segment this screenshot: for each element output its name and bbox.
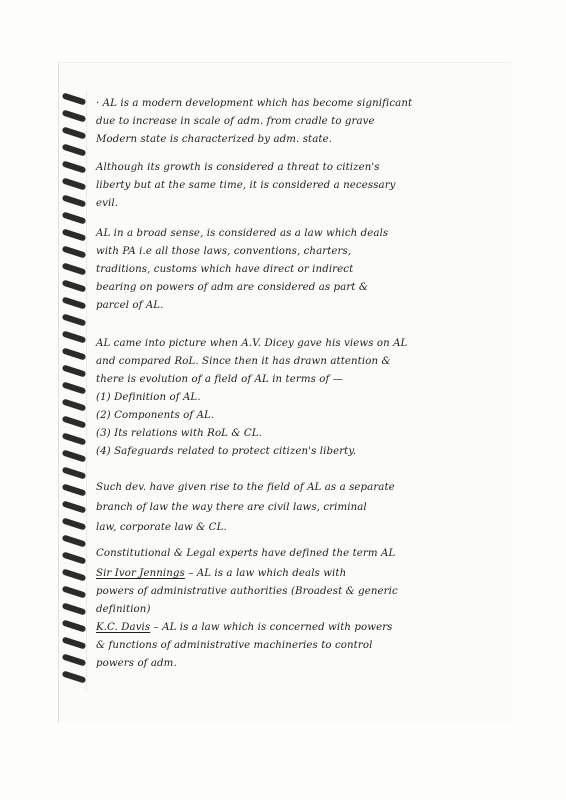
- spiral-coil: [62, 92, 87, 105]
- note-line: powers of administrative authorities (Broadest & generic: [96, 586, 398, 597]
- note-line: · AL is a modern development which has become significant: [96, 98, 413, 109]
- spiral-coil: [62, 500, 87, 513]
- note-line: Although its growth is considered a threat to citizen's: [96, 162, 380, 173]
- spiral-coil: [62, 143, 87, 156]
- note-line: liberty but at the same time, it is considered a necessary: [96, 180, 396, 191]
- spiral-coil: [62, 398, 87, 411]
- spiral-coil: [62, 602, 87, 615]
- list-item: (2) Components of AL.: [96, 410, 215, 421]
- spiral-coil: [62, 262, 87, 275]
- spiral-coil: [62, 415, 87, 428]
- author-name: K.C. Davis: [96, 622, 151, 633]
- note-line: AL in a broad sense, is considered as a law which deals: [96, 228, 389, 239]
- list-item: (1) Definition of AL.: [96, 392, 201, 403]
- spiral-coil: [62, 245, 87, 258]
- spiral-coil: [62, 585, 87, 598]
- spiral-coil: [62, 534, 87, 547]
- list-item: (3) Its relations with RoL & CL.: [96, 428, 262, 439]
- spiral-coil: [62, 466, 87, 479]
- spiral-coil: [62, 636, 87, 649]
- spiral-coil: [62, 160, 87, 173]
- definition-text: – AL is a law which deals with: [184, 568, 347, 579]
- spiral-coil: [62, 330, 87, 343]
- note-line: branch of law the way there are civil laws, criminal: [96, 502, 367, 513]
- spiral-coil: [62, 347, 87, 360]
- note-line: due to increase in scale of adm. from cradle to grave: [96, 116, 375, 127]
- spiral-coil: [62, 483, 87, 496]
- spiral-coil: [62, 670, 87, 683]
- note-line: traditions, customs which have direct or indirect: [96, 264, 354, 275]
- note-line: bearing on powers of adm are considered as part &: [96, 282, 368, 293]
- spiral-coil: [62, 126, 87, 139]
- spiral-coil: [62, 551, 87, 564]
- spiral-coil: [62, 211, 87, 224]
- spiral-coil: [62, 109, 87, 122]
- note-line: Constitutional & Legal experts have defined the term AL: [96, 548, 396, 559]
- spiral-coil: [62, 177, 87, 190]
- note-line: parcel of AL.: [96, 300, 164, 311]
- spiral-coil: [62, 296, 87, 309]
- definition-jennings: [96, 568, 346, 579]
- note-line: AL came into picture when A.V. Dicey gave his views on AL: [96, 338, 408, 349]
- spiral-coil: [62, 619, 87, 632]
- note-line: & functions of administrative machineries to control: [96, 640, 373, 651]
- note-line: evil.: [96, 198, 119, 209]
- note-line: Modern state is characterized by adm. state.: [96, 134, 333, 145]
- note-line: powers of adm.: [96, 658, 177, 669]
- definition-davis: [96, 622, 393, 633]
- list-item: (4) Safeguards related to protect citizen's liberty.: [96, 446, 357, 457]
- note-line: and compared RoL. Since then it has drawn attention &: [96, 356, 391, 367]
- note-line: law, corporate law & CL.: [96, 522, 227, 533]
- spiral-coil: [62, 313, 87, 326]
- spiral-coil: [62, 653, 87, 666]
- note-line: with PA i.e all those laws, conventions, charters,: [96, 246, 352, 257]
- spiral-coil: [62, 279, 87, 292]
- author-name: Sir Ivor Jennings: [96, 568, 185, 579]
- spiral-coil: [62, 517, 87, 530]
- definition-text: – AL is a law which is concerned with powers: [150, 622, 393, 633]
- note-line: Such dev. have given rise to the field of AL as a separate: [96, 482, 395, 493]
- note-line: there is evolution of a field of AL in terms of —: [96, 374, 344, 385]
- spiral-coil: [62, 381, 87, 394]
- spiral-coil: [62, 449, 87, 462]
- spiral-binding: [62, 92, 92, 692]
- spiral-coil: [62, 432, 87, 445]
- spiral-coil: [62, 194, 87, 207]
- spiral-coil: [62, 568, 87, 581]
- note-line: definition): [96, 604, 151, 615]
- spiral-coil: [62, 364, 87, 377]
- spiral-coil: [62, 228, 87, 241]
